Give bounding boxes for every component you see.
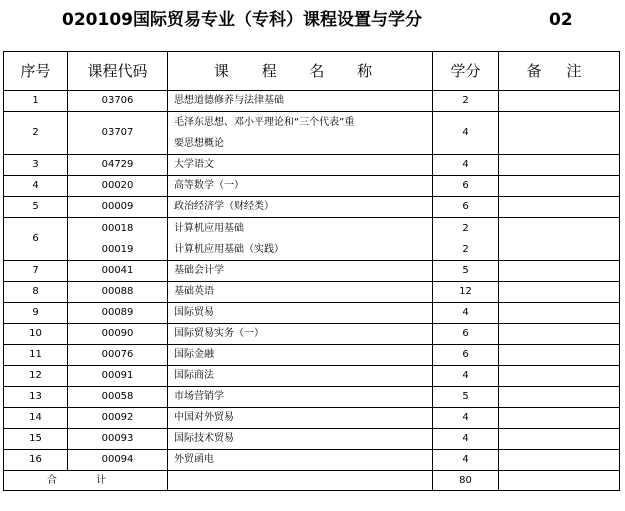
name-line: 计算机应用基础（实践） [174, 244, 284, 255]
name-cell: 国际商法 [168, 366, 433, 387]
notes-cell [499, 324, 620, 345]
seq-cell: 13 [4, 387, 68, 408]
table-header-row [4, 52, 620, 91]
table-row [4, 282, 620, 303]
header-credits: 学分 [433, 52, 499, 91]
code-cell: 00088 [68, 282, 168, 303]
notes-cell [499, 91, 620, 112]
table-row [4, 112, 620, 155]
name-cell: 大学语文 [168, 155, 433, 176]
notes-cell [499, 197, 620, 218]
notes-cell [499, 218, 620, 261]
seq-cell: 10 [4, 324, 68, 345]
header-seq: 序号 [4, 52, 68, 91]
credits-cell [433, 218, 499, 261]
credits-line: 2 [462, 223, 469, 234]
code-cell: 00091 [68, 366, 168, 387]
name-line: 毛泽东思想、邓小平理论和“三个代表”重 [174, 117, 355, 128]
credits-cell: 4 [433, 112, 499, 155]
name-cell: 基础会计学 [168, 261, 433, 282]
name-cell [168, 112, 433, 155]
name-line: 计算机应用基础 [174, 223, 244, 234]
page-title [0, 8, 625, 32]
seq-cell: 12 [4, 366, 68, 387]
notes-cell [499, 112, 620, 155]
name-cell: 国际贸易 [168, 303, 433, 324]
code-cell: 00009 [68, 197, 168, 218]
table-row [4, 155, 620, 176]
title-code: 02 [549, 10, 573, 30]
name-cell: 政治经济学（财经类） [168, 197, 433, 218]
credits-cell: 4 [433, 303, 499, 324]
total-label: 合 计 [4, 471, 168, 491]
notes-cell [499, 303, 620, 324]
name-cell: 外贸函电 [168, 450, 433, 471]
credits-cell: 12 [433, 282, 499, 303]
code-cell: 00089 [68, 303, 168, 324]
name-cell: 国际金融 [168, 345, 433, 366]
name-cell: 市场营销学 [168, 387, 433, 408]
notes-cell [499, 429, 620, 450]
seq-cell: 8 [4, 282, 68, 303]
table-row [4, 366, 620, 387]
credits-cell: 4 [433, 155, 499, 176]
credits-cell: 4 [433, 366, 499, 387]
seq-cell: 4 [4, 176, 68, 197]
credits-cell: 2 [433, 91, 499, 112]
seq-cell: 7 [4, 261, 68, 282]
seq-cell: 5 [4, 197, 68, 218]
header-notes: 备 注 [499, 52, 620, 91]
seq-cell: 16 [4, 450, 68, 471]
code-line: 00019 [101, 244, 134, 255]
seq-cell: 6 [4, 218, 68, 261]
code-cell: 00076 [68, 345, 168, 366]
notes-cell [499, 282, 620, 303]
seq-cell: 9 [4, 303, 68, 324]
credits-line: 2 [462, 244, 469, 255]
seq-cell: 11 [4, 345, 68, 366]
code-cell: 04729 [68, 155, 168, 176]
notes-cell [499, 450, 620, 471]
name-cell: 国际贸易实务（一） [168, 324, 433, 345]
credits-cell: 5 [433, 387, 499, 408]
code-cell: 00090 [68, 324, 168, 345]
header-course-code: 课程代码 [68, 52, 168, 91]
total-credits: 80 [433, 471, 499, 491]
table-row [4, 387, 620, 408]
notes-cell [499, 387, 620, 408]
table-row [4, 303, 620, 324]
code-cell: 03707 [68, 112, 168, 155]
notes-cell [499, 176, 620, 197]
table-row [4, 450, 620, 471]
credits-cell: 6 [433, 197, 499, 218]
total-row [4, 471, 620, 491]
name-cell [168, 218, 433, 261]
credits-cell: 4 [433, 429, 499, 450]
credits-cell: 5 [433, 261, 499, 282]
course-table [3, 51, 620, 491]
code-cell: 00094 [68, 450, 168, 471]
name-cell: 思想道德修养与法律基础 [168, 91, 433, 112]
code-cell: 00093 [68, 429, 168, 450]
seq-cell: 14 [4, 408, 68, 429]
name-cell: 中国对外贸易 [168, 408, 433, 429]
credits-cell: 4 [433, 450, 499, 471]
seq-cell: 15 [4, 429, 68, 450]
table-row [4, 345, 620, 366]
table-row [4, 261, 620, 282]
notes-cell [499, 155, 620, 176]
name-cell: 基础英语 [168, 282, 433, 303]
name-cell: 高等数学（一） [168, 176, 433, 197]
table-row [4, 91, 620, 112]
notes-cell [499, 366, 620, 387]
name-line: 要思想概论 [174, 138, 224, 149]
credits-cell: 6 [433, 345, 499, 366]
code-cell: 03706 [68, 91, 168, 112]
total-name-cell [168, 471, 433, 491]
header-course-name: 课 程 名 称 [168, 52, 433, 91]
code-cell: 00041 [68, 261, 168, 282]
title-main: 020109国际贸易专业（专科）课程设置与学分 [62, 10, 422, 30]
table-row [4, 408, 620, 429]
credits-cell: 6 [433, 176, 499, 197]
table-row [4, 176, 620, 197]
code-cell: 00058 [68, 387, 168, 408]
credits-cell: 6 [433, 324, 499, 345]
code-cell [68, 218, 168, 261]
total-notes-cell [499, 471, 620, 491]
table-row [4, 197, 620, 218]
table-row [4, 218, 620, 261]
table-row [4, 429, 620, 450]
code-cell: 00092 [68, 408, 168, 429]
seq-cell: 2 [4, 112, 68, 155]
code-cell: 00020 [68, 176, 168, 197]
seq-cell: 3 [4, 155, 68, 176]
table-row [4, 324, 620, 345]
credits-cell: 4 [433, 408, 499, 429]
notes-cell [499, 261, 620, 282]
notes-cell [499, 345, 620, 366]
seq-cell: 1 [4, 91, 68, 112]
code-line: 00018 [101, 223, 134, 234]
notes-cell [499, 408, 620, 429]
name-cell: 国际技术贸易 [168, 429, 433, 450]
